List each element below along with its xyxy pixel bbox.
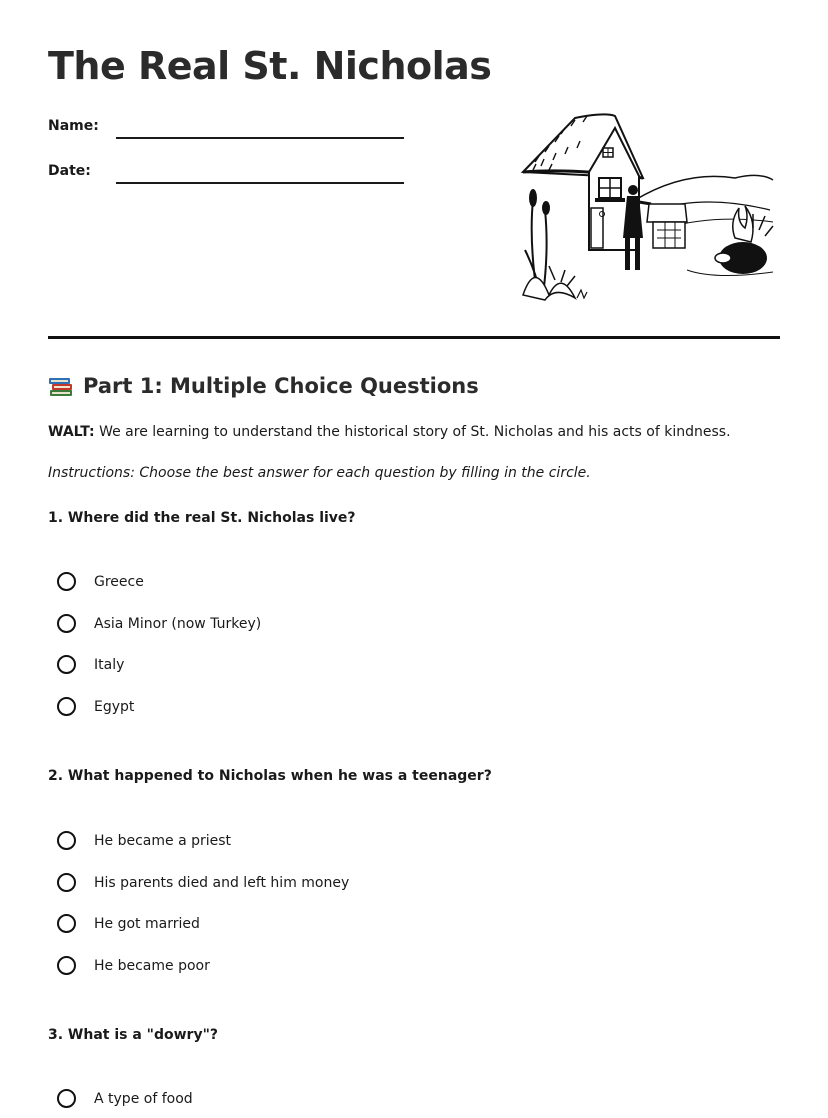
part-1-heading-text: Part 1: Multiple Choice Questions bbox=[83, 374, 479, 398]
option-label: Asia Minor (now Turkey) bbox=[94, 615, 262, 632]
option-label: He became poor bbox=[94, 957, 210, 974]
q1-option-2[interactable] bbox=[57, 614, 261, 633]
section-divider bbox=[48, 336, 780, 339]
q1-option-4[interactable] bbox=[57, 697, 134, 716]
page-title: The Real St. Nicholas bbox=[48, 44, 492, 88]
walt-statement bbox=[48, 424, 731, 440]
q2-option-2[interactable] bbox=[57, 873, 349, 892]
option-label: He got married bbox=[94, 915, 200, 932]
q2-option-1[interactable] bbox=[57, 831, 231, 850]
radio-circle[interactable] bbox=[57, 614, 76, 633]
q1-option-3[interactable] bbox=[57, 655, 124, 674]
q1-option-1[interactable] bbox=[57, 572, 144, 591]
radio-circle[interactable] bbox=[57, 655, 76, 674]
option-label: Greece bbox=[94, 573, 144, 590]
option-label: A type of food bbox=[94, 1090, 193, 1107]
walt-label: WALT: bbox=[48, 424, 95, 440]
question-2: 2. What happened to Nicholas when he was a teenager? bbox=[48, 768, 492, 784]
radio-circle[interactable] bbox=[57, 956, 76, 975]
books-icon bbox=[48, 374, 74, 398]
q2-option-3[interactable] bbox=[57, 914, 200, 933]
question-1: 1. Where did the real St. Nicholas live? bbox=[48, 510, 356, 526]
question-3: 3. What is a "dowry"? bbox=[48, 1027, 218, 1043]
option-label: He became a priest bbox=[94, 832, 232, 849]
date-line[interactable] bbox=[116, 182, 404, 184]
instructions-text: Instructions: Choose the best answer for each question by filling in the circle. bbox=[48, 465, 591, 481]
option-label: Italy bbox=[94, 656, 125, 673]
name-line[interactable] bbox=[116, 137, 404, 139]
radio-circle[interactable] bbox=[57, 831, 76, 850]
cottage-illustration bbox=[515, 110, 775, 310]
option-label: His parents died and left him money bbox=[94, 874, 350, 891]
date-label: Date: bbox=[48, 163, 91, 179]
radio-circle[interactable] bbox=[57, 572, 76, 591]
q3-option-1[interactable] bbox=[57, 1089, 193, 1108]
q2-option-4[interactable] bbox=[57, 956, 210, 975]
part-1-heading bbox=[48, 374, 479, 398]
name-label: Name: bbox=[48, 118, 99, 134]
radio-circle[interactable] bbox=[57, 1089, 76, 1108]
radio-circle[interactable] bbox=[57, 873, 76, 892]
walt-text: We are learning to understand the historical story of St. Nicholas and his acts of kindness. bbox=[94, 424, 731, 440]
option-label: Egypt bbox=[94, 698, 135, 715]
radio-circle[interactable] bbox=[57, 697, 76, 716]
radio-circle[interactable] bbox=[57, 914, 76, 933]
